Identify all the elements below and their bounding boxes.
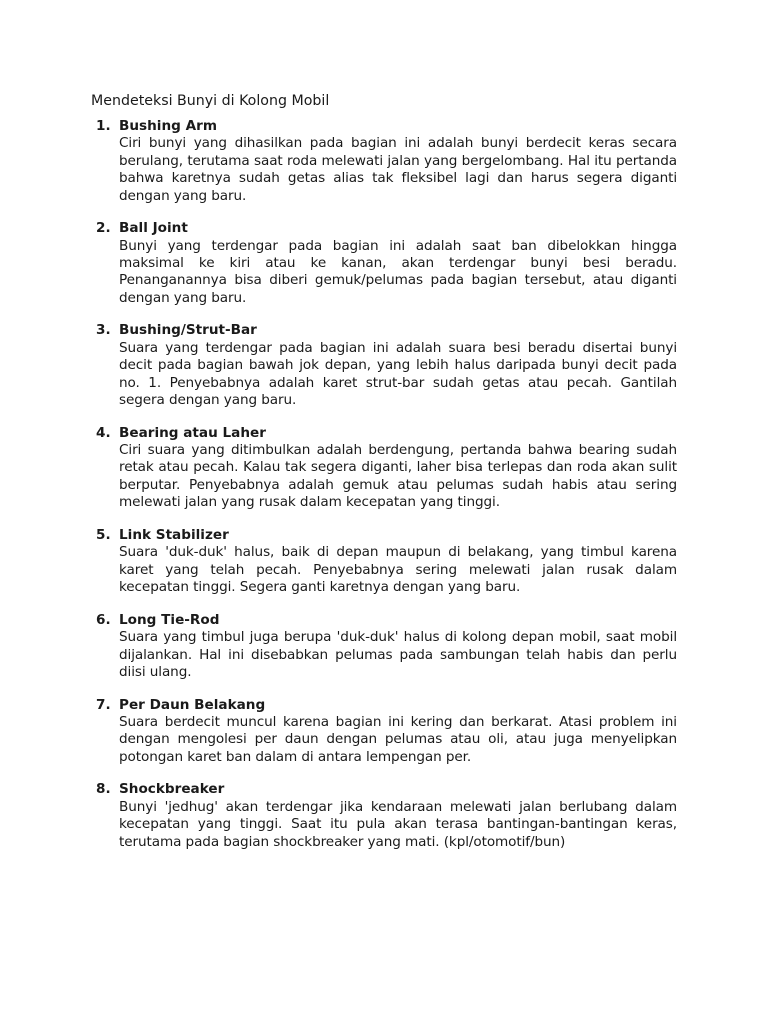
item-heading: Bushing/Strut-Bar [119,322,257,339]
list-item [0,118,677,205]
item-heading: Shockbreaker [119,781,225,798]
item-number: 4. [96,424,111,441]
item-number: 8. [96,781,111,798]
item-heading: Bushing Arm [119,118,217,134]
item-body: Suara berdecit muncul karena bagian ini kering dan berkarat. Atasi problem ini dengan mengolesi per daun dengan pelumas atau oli, atau juga menyelipkan potongan karet ban dalam di antara lempengan per. [119,713,677,765]
item-number: 7. [96,696,111,713]
item-heading: Bearing atau Laher [119,424,266,441]
item-body: Suara yang terdengar pada bagian ini adalah suara besi beradu disertai bunyi decit pada bagian bawah jok depan, yang lebih halus daripada bunyi decit pada no. 1. Penyebabnya adalah karet strut-bar sudah getas atau pecah. Gantilah segera dengan yang baru. [119,339,677,409]
item-number: 2. [96,220,111,237]
item-body: Ciri bunyi yang dihasilkan pada bagian ini adalah bunyi berdecit keras secara berulang, terutama saat roda melewati jalan yang bergelombang. Hal itu pertanda bahwa karetnya sudah getas alias tak fleksibel lagi dan harus segera diganti dengan yang baru. [119,135,677,204]
item-heading: Ball Joint [119,220,188,237]
item-heading: Long Tie-Rod [119,611,220,628]
list-item [0,527,677,597]
item-number: 6. [96,611,111,628]
item-heading: Link Stabilizer [119,526,229,543]
item-heading: Per Daun Belakang [119,696,266,713]
item-body: Bunyi yang terdengar pada bagian ini adalah saat ban dibelokkan hingga maksimal ke kiri atau ke kanan, akan terdengar bunyi besi beradu. Penanganannya bisa diberi gemuk/pelumas pada bagian tersebut, atau diganti dengan yang baru. [119,237,677,306]
item-body: Bunyi 'jedhug' akan terdengar jika kendaraan melewati jalan berlubang dalam kecepatan yang tinggi. Saat itu pula akan terasa bantingan-bantingan keras, terutama pada bagian shockbreaker yang mati. (kpl/otomotif/bun) [119,798,677,850]
item-body: Suara 'duk-duk' halus, baik di depan maupun di belakang, yang timbul karena karet yang telah pecah. Penyebabnya sering melewati jalan rusak dalam kecepatan tinggi. Segera ganti karetnya dengan yang baru. [119,544,677,596]
list-item [0,220,677,307]
item-body: Ciri suara yang ditimbulkan adalah berdengung, pertanda bahwa bearing sudah retak atau pecah. Kalau tak segera diganti, laher bisa terlepas dan roda akan sulit berputar. Penyebabnya adalah gemuk atau pelumas sudah habis atau sering melewati jalan yang rusak dalam kecepatan yang tinggi. [119,442,677,511]
list-item [0,612,677,682]
list-item [0,781,677,851]
item-list [0,118,768,866]
list-item [0,322,677,409]
list-item [0,425,677,512]
item-body: Suara yang timbul juga berupa 'duk-duk' halus di kolong depan mobil, saat mobil dijalankan. Hal ini disebabkan pelumas pada sambungan telah habis dan perlu diisi ulang. [119,629,677,680]
list-item [0,697,677,767]
document-title: Mendeteksi Bunyi di Kolong Mobil [91,93,330,109]
item-number: 3. [96,322,111,339]
item-number: 5. [96,526,111,543]
item-number: 1. [96,118,111,134]
